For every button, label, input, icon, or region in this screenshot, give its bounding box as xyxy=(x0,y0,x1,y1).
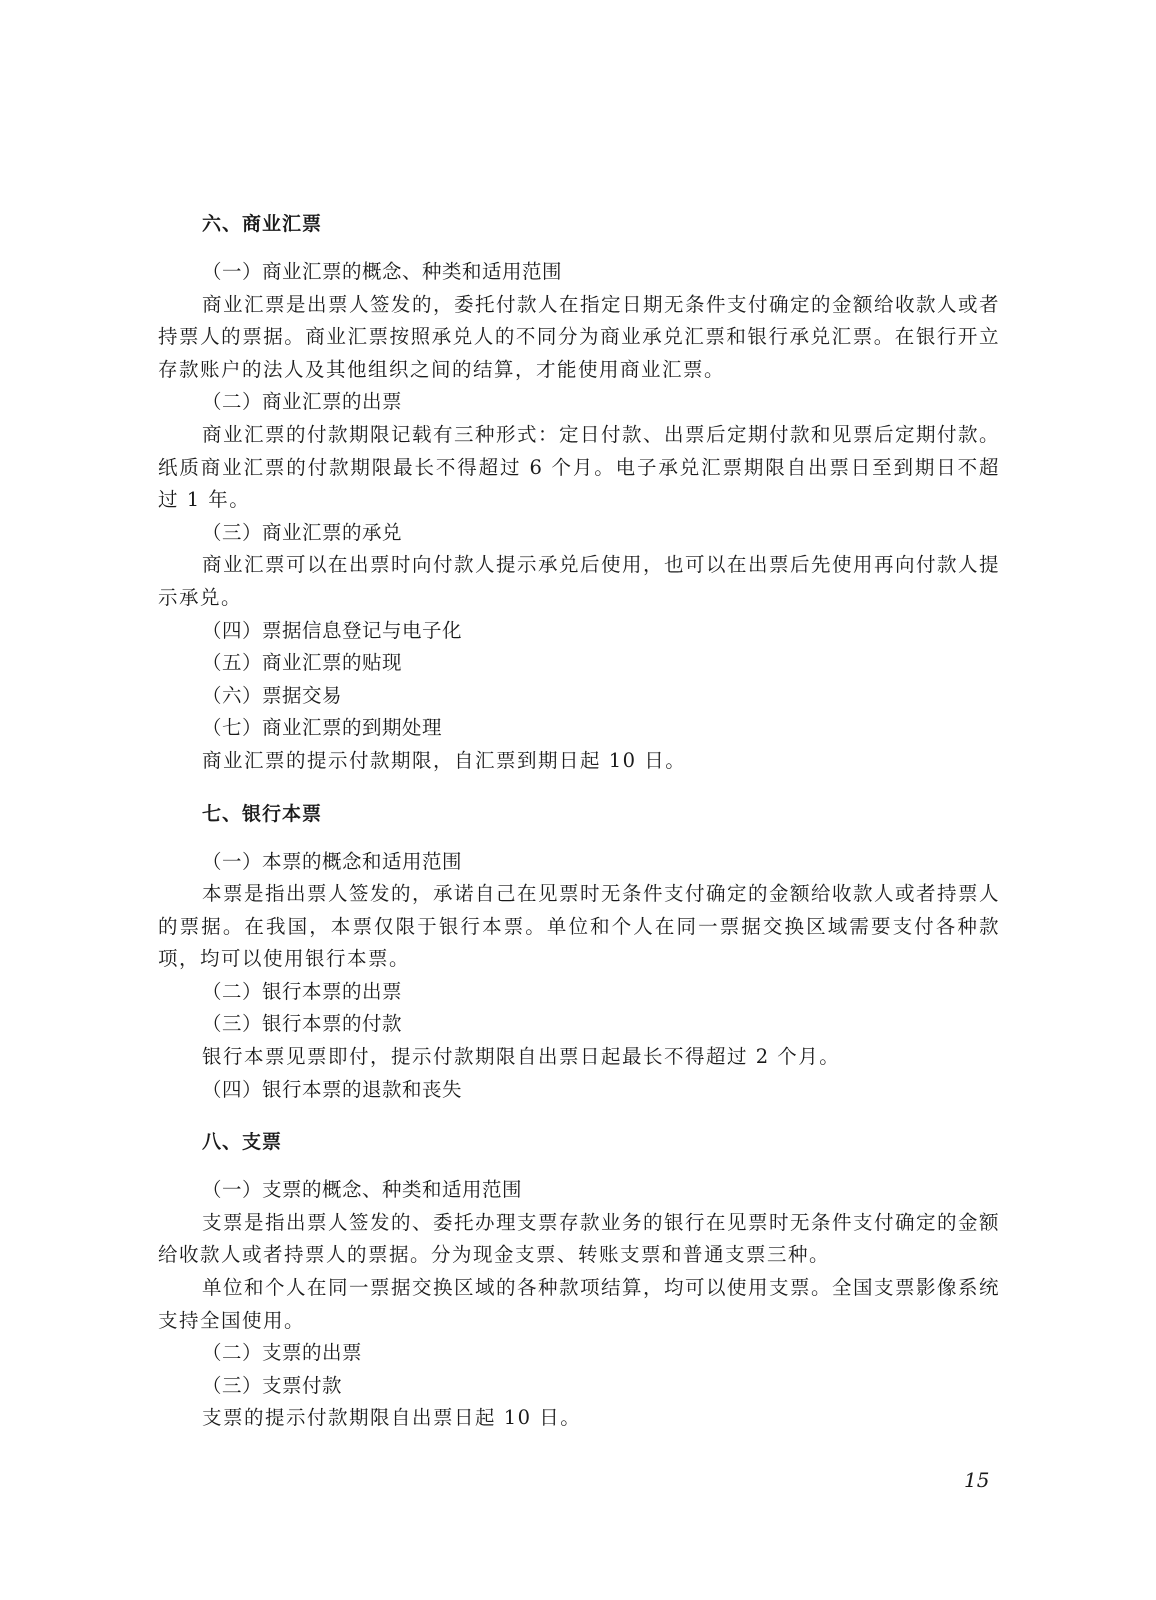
section-heading-bank-promissory-note: 七、银行本票 xyxy=(202,802,323,825)
section-heading-cheque: 八、支票 xyxy=(202,1131,283,1154)
paragraph: 本票是指出票人签发的，承诺自己在见票时无条件支付确定的金额给收款人或者持票人的票据。在我国，本票仅限于银行本票。单位和个人在同一票据交换区域需要支付各种款项，均可以使用银行本票。 xyxy=(158,882,1001,971)
subheading: （一）支票的概念、种类和适用范围 xyxy=(202,1178,523,1202)
paragraph: 支票是指出票人签发的、委托办理支票存款业务的银行在见票时无条件支付确定的金额给收款人或者持票人的票据。分为现金支票、转账支票和普通支票三种。 xyxy=(158,1210,1001,1267)
subheading: （一）本票的概念和适用范围 xyxy=(202,849,463,873)
paragraph: 商业汇票是出票人签发的，委托付款人在指定日期无条件支付确定的金额给收款人或者持票人的票据。商业汇票按照承兑人的不同分为商业承兑汇票和银行承兑汇票。在银行开立存款账户的法人及其他组织之间的结算，才能使用商业汇票。 xyxy=(158,292,1001,381)
subheading: （三）支票付款 xyxy=(202,1373,343,1397)
section-heading-commercial-draft: 六、商业汇票 xyxy=(202,213,323,235)
subheading: （五）商业汇票的贴现 xyxy=(202,651,403,675)
subheading: （一）商业汇票的概念、种类和适用范围 xyxy=(202,260,563,283)
subheading: （二）商业汇票的出票 xyxy=(202,390,403,414)
paragraph: 银行本票见票即付，提示付款期限自出票日起最长不得超过 2 个月。 xyxy=(202,1045,841,1069)
subheading: （二）银行本票的出票 xyxy=(202,979,403,1003)
paragraph: 商业汇票可以在出票时向付款人提示承兑后使用，也可以在出票后先使用再向付款人提示承兑。 xyxy=(158,553,1001,609)
subheading: （三）商业汇票的承兑 xyxy=(202,520,403,544)
paragraph: 商业汇票的提示付款期限，自汇票到期日起 10 日。 xyxy=(202,748,687,772)
subheading: （四）银行本票的退款和丧失 xyxy=(202,1077,463,1101)
paragraph: 支票的提示付款期限自出票日起 10 日。 xyxy=(202,1406,582,1430)
subheading: （七）商业汇票的到期处理 xyxy=(202,716,443,740)
subheading: （三）银行本票的付款 xyxy=(202,1012,403,1036)
document-page xyxy=(158,208,1000,1435)
subheading: （二）支票的出票 xyxy=(202,1341,363,1365)
paragraph: 单位和个人在同一票据交换区域的各种款项结算，均可以使用支票。全国支票影像系统支持全国使用。 xyxy=(158,1276,1001,1332)
paragraph: 商业汇票的付款期限记载有三种形式：定日付款、出票后定期付款和见票后定期付款。纸质商业汇票的付款期限最长不得超过 6 个月。电子承兑汇票期限自出票日至到期日不超过 1 年。 xyxy=(158,422,1001,512)
page-number: 15 xyxy=(964,1468,990,1492)
subheading: （六）票据交易 xyxy=(202,683,343,707)
subheading: （四）票据信息登记与电子化 xyxy=(202,618,463,642)
